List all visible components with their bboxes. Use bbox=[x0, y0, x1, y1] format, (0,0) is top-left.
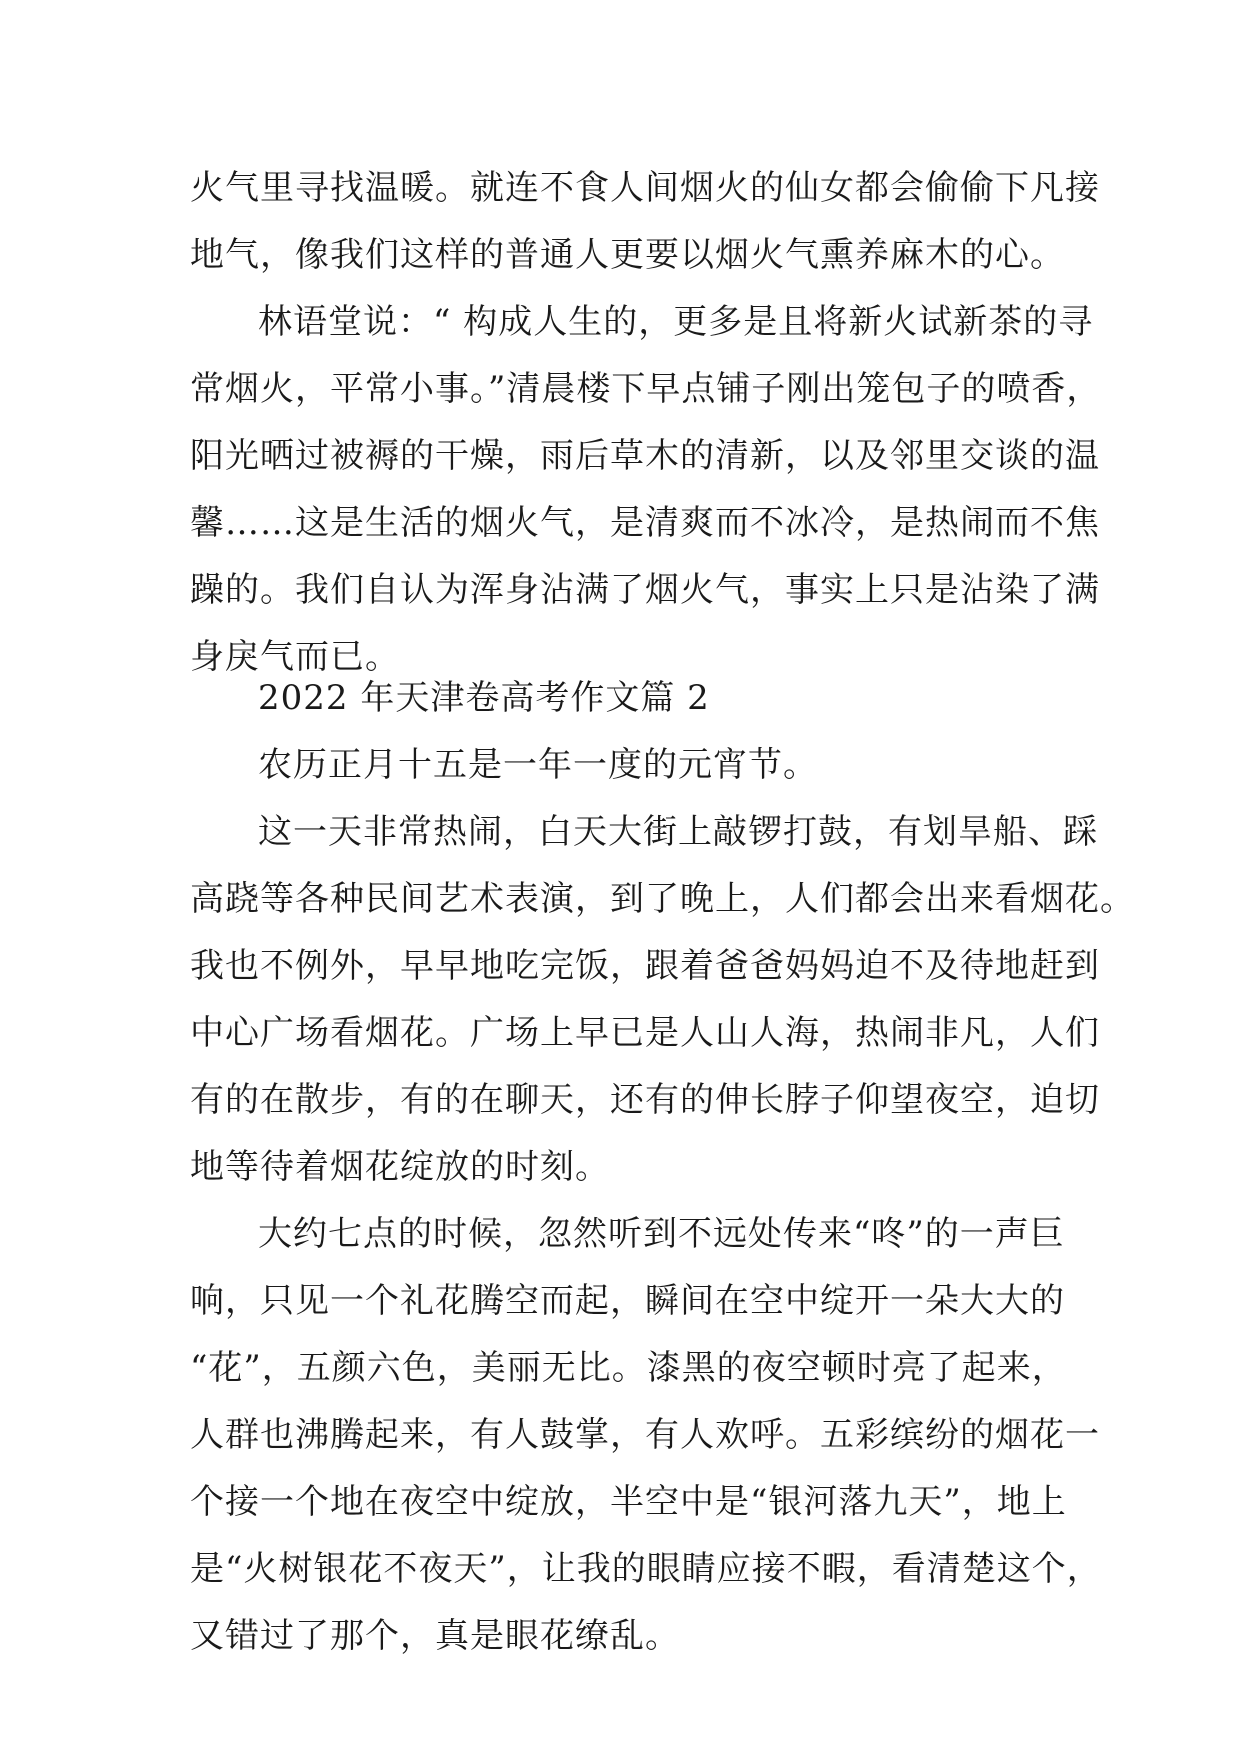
text-line: 个接一个地在夜空中绽放，半空中是“银河落九天”，地上 bbox=[190, 1482, 1067, 1522]
paragraph bbox=[190, 799, 1135, 1201]
text-line: 大约七点的时候，忽然听到不远处传来“咚”的一声巨 bbox=[258, 1214, 1065, 1254]
text-line: 又错过了那个，真是眼花缭乱。 bbox=[190, 1616, 680, 1656]
essay-section-2 bbox=[190, 665, 1135, 1670]
text-line: 身戾气而已。 bbox=[190, 637, 400, 677]
paragraph bbox=[190, 732, 1070, 799]
text-line: 阳光晒过被褥的干燥，雨后草木的清新，以及邻里交谈的温 bbox=[190, 436, 1100, 476]
text-line: “花”，五颜六色，美丽无比。漆黑的夜空顿时亮了起来， bbox=[190, 1348, 1067, 1388]
text-line: 火气里寻找温暖。就连不食人间烟火的仙女都会偷偷下凡接 bbox=[190, 168, 1100, 208]
text-line: 我也不例外，早早地吃完饭，跟着爸爸妈妈迫不及待地赶到 bbox=[190, 946, 1100, 986]
text-line: 高跷等各种民间艺术表演，到了晚上，人们都会出来看烟花。 bbox=[190, 879, 1135, 919]
text-line: 有的在散步，有的在聊天，还有的伸长脖子仰望夜空，迫切 bbox=[190, 1080, 1100, 1120]
text-line: 是“火树银花不夜天”，让我的眼睛应接不暇，看清楚这个， bbox=[190, 1549, 1102, 1589]
essay-section-1 bbox=[190, 155, 1102, 691]
paragraph bbox=[190, 289, 1102, 691]
text-line: 常烟火，平常小事。”清晨楼下早点铺子刚出笼包子的喷香， bbox=[190, 369, 1102, 409]
text-line: 人群也沸腾起来，有人鼓掌，有人欢呼。五彩缤纷的烟花一 bbox=[190, 1415, 1100, 1455]
text-line: 地等待着烟花绽放的时刻。 bbox=[190, 1147, 610, 1187]
text-line: 馨……这是生活的烟火气，是清爽而不冰冷，是热闹而不焦 bbox=[190, 503, 1100, 543]
paragraph bbox=[190, 1201, 1102, 1670]
text-line: 这一天非常热闹，白天大街上敲锣打鼓，有划旱船、踩 bbox=[258, 812, 1098, 852]
paragraph bbox=[190, 155, 1100, 289]
section-heading: 2022 年天津卷高考作文篇 2 bbox=[258, 678, 710, 718]
text-line: 躁的。我们自认为浑身沾满了烟火气，事实上只是沾染了满 bbox=[190, 570, 1100, 610]
text-line: 地气，像我们这样的普通人更要以烟火气熏养麻木的心。 bbox=[190, 235, 1065, 275]
text-line: 林语堂说：“ 构成人生的，更多是且将新火试新茶的寻 bbox=[258, 302, 1094, 342]
text-line: 农历正月十五是一年一度的元宵节。 bbox=[258, 745, 818, 785]
text-line: 中心广场看烟花。广场上早已是人山人海，热闹非凡，人们 bbox=[190, 1013, 1100, 1053]
text-line: 响，只见一个礼花腾空而起，瞬间在空中绽开一朵大大的 bbox=[190, 1281, 1065, 1321]
